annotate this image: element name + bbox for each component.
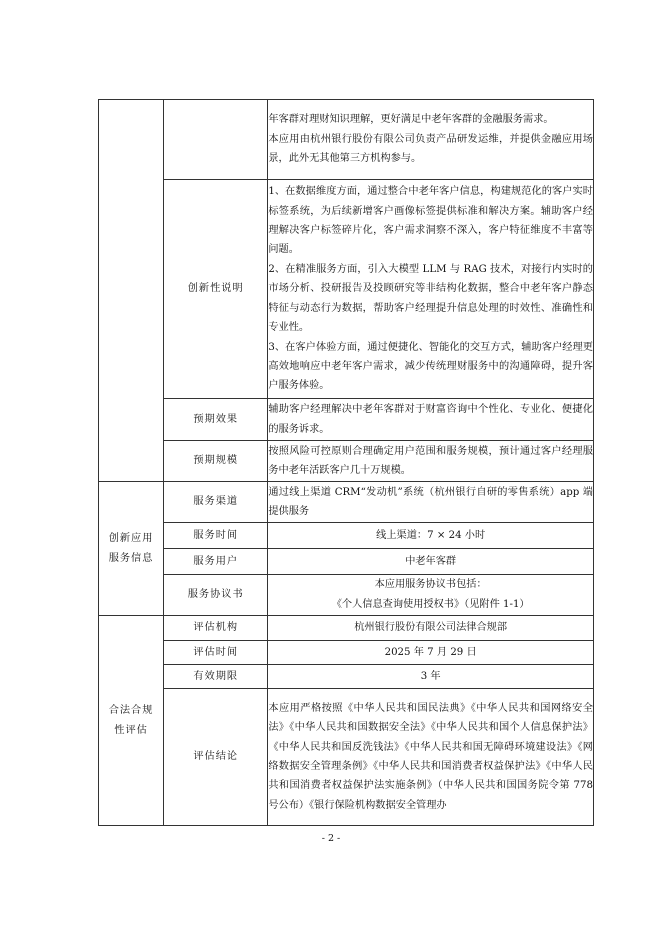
table-row xyxy=(99,689,594,826)
paragraph: 通过线上渠道 CRM“发动机”系统（杭州银行自研的零售系统）app 端提供服务 xyxy=(268,486,593,517)
row-value xyxy=(268,100,594,180)
table-row xyxy=(99,575,594,616)
table-row xyxy=(99,523,594,549)
row-label: 服务时间 xyxy=(164,523,268,549)
paragraph: 本应用由杭州银行股份有限公司负责产品研发运维，并提供金融应用场景，此外无其他第三方机构参与。 xyxy=(268,133,593,165)
paragraph: 辅助客户经理解决中老年客群对于财富咨询中个性化、专业化、便捷化的服务诉求。 xyxy=(268,404,593,435)
table-row xyxy=(99,549,594,575)
row-label: 评估机构 xyxy=(164,616,268,641)
paragraph: 1、在数据维度方面，通过整合中老年客户信息，构建规范化的客户实时标签系统，为后续新增客户画像标签提供标准和解决方案。辅助客户经理解决客户标签碎片化，客户需求洞察不深入，客户特征维度不丰富等问题。 xyxy=(268,186,593,256)
section-label-continued xyxy=(99,100,164,482)
row-label: 服务协议书 xyxy=(164,575,268,616)
table-row xyxy=(99,180,594,399)
row-label xyxy=(164,100,268,180)
row-value xyxy=(268,399,594,441)
section-label-legal-compliance: 合法合规 性评估 xyxy=(99,616,164,826)
row-label: 服务用户 xyxy=(164,549,268,575)
row-label: 评估结论 xyxy=(164,689,268,826)
value-line: 本应用服务协议书包括： xyxy=(374,579,487,590)
row-value xyxy=(268,482,594,523)
row-label: 预期效果 xyxy=(164,399,268,441)
row-label: 服务渠道 xyxy=(164,482,268,523)
page-number: - 2 - xyxy=(321,833,341,844)
paragraph: 2、在精准服务方面，引入大模型 LLM 与 RAG 技术，对接行内实时的市场分析、投研报告及投顾研究等非结构化数据，整合中老年客户静态特征与动态行为数据，帮助客户经理提升信息处理的时效性、准确性和专业性。 xyxy=(268,263,593,334)
row-label: 评估时间 xyxy=(164,641,268,665)
row-value: 中老年客群 xyxy=(268,549,594,575)
table-row xyxy=(99,100,594,180)
row-value: 3 年 xyxy=(268,665,594,689)
table-row xyxy=(99,441,594,482)
value-line: 《个人信息查询使用授权书》（见附件 1-1） xyxy=(331,599,530,610)
paragraph: 年客群对理财知识理解，更好满足中老年客群的金融服务需求。 xyxy=(268,114,554,126)
paragraph: 3、在客户体验方面，通过便捷化、智能化的交互方式，辅助客户经理更高效地响应中老年客户需求，减少传统理财服务中的沟通障碍，提升客户服务体验。 xyxy=(268,341,593,392)
paragraph: 按照风险可控原则合理确定用户范围和服务规模，预计通过客户经理服务中老年活跃客户几十万规模。 xyxy=(268,445,593,476)
row-value: 线上渠道：7 × 24 小时 xyxy=(268,523,594,549)
table-row xyxy=(99,399,594,441)
row-value: 杭州银行股份有限公司法律合规部 xyxy=(268,616,594,641)
table-row xyxy=(99,616,594,641)
row-value xyxy=(268,441,594,482)
table-row xyxy=(99,665,594,689)
row-value xyxy=(268,575,594,616)
row-value: 2025 年 7 月 29 日 xyxy=(268,641,594,665)
row-label: 预期规模 xyxy=(164,441,268,482)
paragraph: 本应用严格按照《中华人民共和国民法典》《中华人民共和国网络安全法》《中华人民共和国数据安全法》《中华人民共和国个人信息保护法》《中华人民共和国反洗钱法》《中华人民共和国无障碍环境建设法》《网络数据安全管理条例》《中华人民共和国消费者权益保护法》《中华人民共和国消费者权益保护法实施条例》（中华人民共和国国务院令第 778 号公布）《银行保险机构数据安全管理办 xyxy=(268,702,593,811)
row-label: 有效期限 xyxy=(164,665,268,689)
section-label-service-info: 创新应用 服务信息 xyxy=(99,482,164,616)
row-value xyxy=(268,180,594,399)
row-value xyxy=(268,689,594,826)
application-info-table xyxy=(98,99,594,826)
table-row xyxy=(99,482,594,523)
row-label: 创新性说明 xyxy=(164,180,268,399)
table-row xyxy=(99,641,594,665)
